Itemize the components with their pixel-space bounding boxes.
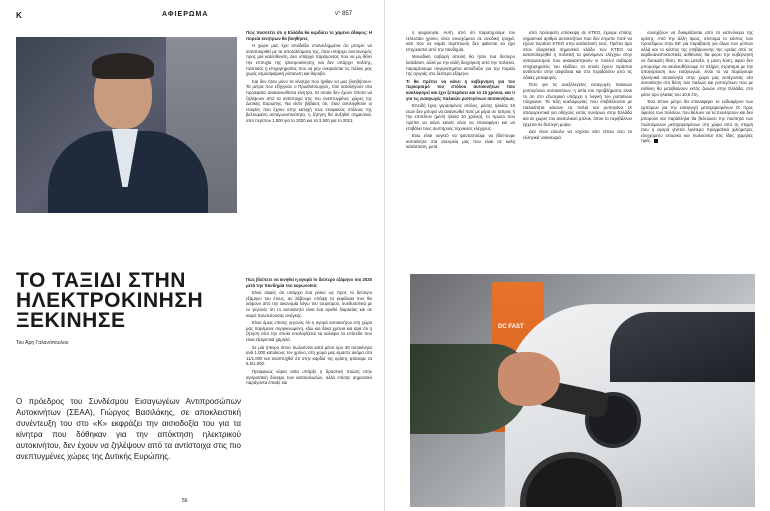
magazine-letter: K xyxy=(16,11,22,20)
paragraph: Δεν είναι εύκολο να ισχύσει κάτι τέτοιο όσο τα ελληνικά νοικοκυριά xyxy=(523,129,632,140)
page-number: 56 xyxy=(182,498,188,504)
issue-number: ν° 857 xyxy=(335,11,353,17)
hand xyxy=(498,352,560,406)
end-mark-icon xyxy=(654,139,658,143)
paragraph: από πρόσφατη επίσκεψη σε ΚΤΕΟ, έχουμε επίσης σημαντικό αριθμό αυτοκινήτων που δεν έπρεπε ποτέ να έχουν περάσει ΚΤΕΟ στην κατάστασή τους. Πρέπει άρα στον εξαιρετικά σημαντικό κλάδο των ΚΤΕΟ να καταπολεμηθεί η πολιτική τα φαινόμενα ελέγχου στην ανταγωνισμού που αναγκαστηκούν οι πολλοί σοβαροί επιχειρηματίες του κλάδου, τα οποία έχουν τεράστιο αντίκτυπο στην ασφάλεια και στο περιβάλλον από τις οδικές μεταφορές. xyxy=(523,30,632,80)
right-column-1 xyxy=(406,30,515,152)
interview-question: Πώς βλέπετε να κινηθεί η αγορά το δεύτερο εξάμηνο του 2020 μετά την πανδημία του κορωνοϊού; xyxy=(246,277,373,288)
title-line: ΞΕΚΙΝΗΣΕ xyxy=(16,309,126,332)
charging-station-label: DC FAST xyxy=(498,324,524,330)
lead-paragraph: Ο πρόεδρος του Συνδέσμου Εισαγωγέων Αντιπροσώπων Αυτοκινήτων (ΣΕΑΑ), Γιώργος Βασιλάκης, σε αποκλειστική συνέντευξη του στο «Κ» εκφράζει την αισιοδοξία του για τα κίνητρα που δόθηκαν για την απόκτηση ηλεκτρικού αυτοκινήτου, δεν έχουν να ζηλέψουν από τα αντίστοιχα στις πιο ανεπτυγμένες χώρες της Δυτικής Ευρώπης. xyxy=(16,397,241,461)
paragraph: Και δεν ήταν μόνο τα κίνητρα που ήρθαν να μας βοηθήσουν. Τα μέτρα που εξήγγειλε ο Πρωθυπουργός, τότε καταλήγουν στα πρόσφατα ανακοινωθέντα κίνητρα, τα οποία δεν έχουν τίποτα να ζηλέψουν από τα αντίστοιχα στις πιο ανεπτυγμένες χώρες της Δυτικής Ευρώπης. Να είστε βέβαιος ότι, όταν αντιληφθούν οι εταιρίες που έχουν στην κατοχή τους εταιρικούς στόλους της βελτιωμένη ανταγωνιστικότητα, η ζήτηση θα αυξηθεί σημαντικά, από περίπου 1.500 για το 2020 και τα 3.500 για το 2021. xyxy=(246,78,372,123)
paragraph: Επειδή έχεις γερασμένος στόλος, μέσης ηλικίας 16 ετών δεν μπορεί να ανανεωθεί ποτέ με μέρα σε ταπρος ή την επιπλέον (μέση ηλικία 10 χρόνια), το πρώτο που πρέπει να κάνει κανείς είναι να επαναφέρει και να επιβάλει τους αυστηρούς τεχνικούς ελέγχους. xyxy=(406,103,515,131)
paragraph: Είναι όμως επίσης γεγονός ότι η αγορά αυτοκινήτου στη χώρα μας παρέμεινε συρρικνωμένη, εδώ και δέκα χρόνια και άρα ότι η ζήτηση από την οποία υπολογίζεται να καλύψει τα επίπεδα που είναι εξαιρετικά χαμηλά. xyxy=(246,320,372,342)
title-line: ΤΟ ΤΑΞΙΔΙ ΣΤΗΝ xyxy=(16,269,186,292)
paragraph: η ψυχολογία. Αυτή, από ότι παρατηρούμε τον τελευταίο χρόνο, είναι συνεχόμενα σε ανοδική τροχιά, κάτι που σε καμία περίπτωση δεν φαίνεται να έχει επηρεαστεί από την πανδημία. xyxy=(406,30,515,52)
paragraph-text: Ένα τέτοιο μέτρο θα επαναφέρει το ενδιαφέρον των εμπόρων για την εισαγωγή μεταχειρισμένων ΙΧ προς όφελος των πολιτών, που θέλουν να τα πουλήσουν και δεν μπορούν και παράλληλα θα βελτιώσει την ποιότητα των πωλούμενων μεταχειρισμένων στη χώρα από τη στιγμή που η αγορά γίνεται λιγότερο πραγματικά χιλιόμετρα, ελεγχόμενο ιστορικό και πωλούνται στις ίδιες χαμηλές τιμές. xyxy=(641,99,753,144)
paragraph: Προφανώς κύρια αιτία υπήρξε η δραστική πτώση στην αγοραστική δύναμη των καταναλωτών, αλλά επίσης σημαντικό παράγοντα έπαιξε και xyxy=(246,368,372,386)
photo-hair xyxy=(92,53,154,79)
section-header: ΑΦΙΕΡΩΜΑ xyxy=(162,11,209,18)
car-window xyxy=(610,312,755,382)
right-page xyxy=(385,0,770,511)
portrait-photo xyxy=(16,37,237,213)
left-column-top xyxy=(246,30,372,126)
interview-question: Πώς ποσοτέτε ότι η Ελλάδα θα κερδίσει το χαμένο έδαφος; Η πορεία κινήτρων θα βοηθήσει; xyxy=(246,30,372,41)
right-column-3 xyxy=(641,30,753,146)
left-column-bottom xyxy=(246,277,372,388)
paragraph: Η χώρα μας έχει αποδείξει επανειλημμένα ότι μπορεί να ανταποκριθεί με τα αποτελέσματα της, όταν υπάρχει συντονισμός προς μία κατεύθυνση. Δεν υπάρχει παράγοντας που να μη θέλει την επιτυχία της ηλεκτροκίνησης και δεν υπάρχει πολίτης, πολιτικός ή επιχειρηματίας που να μην ονειρεύεται τις πόλεις μας χωρίς ατμοσφαιρική ρύπανση και θόρυβο. xyxy=(246,43,372,77)
byline: Του Άρη Γαλανόπουλου xyxy=(16,340,69,346)
paragraph: Είναι σαφές ότι υπάρχει ένα ρίσκο ως προς το δεύτερο εξάμηνο του έτους, αν λάβουμε υπόψη τα κεφάλαια που θα λείψουν από την οικονομία λόγω του τουρισμού, συνδυαστικά με το γεγονός ότι το αυτοκίνητο είναι ένα αγαθό διαρκείας και σε καιρό πρωτεύουσας ανάγκης. xyxy=(246,290,372,318)
interview-question: Τι θα πρέπει να κάνει η κυβέρνηση για τον περιορισμό του στόλου αυτοκινήτων που κυκλοφορεί και έχει ξεπεράσει και τα 15 χρόνια, και τι για τις εισαγωγές παλαιών ρυπογόνων αυτοκινήτων; xyxy=(406,78,515,101)
article-title xyxy=(16,271,241,331)
paragraph: συνεχίζουν να δοκιμάζονται από τα καπνόνερα της κρίσης. Από την άλλη όμως, σύντομα το κόστος των προσδιμων στην ΕΕ για παράβαση για όλων των ρύπων αλλά και το κόστος της επιβάρυνσης της υγείας από τις καρδιοαναπνευστικές ασθένειες θα φέρει την κυβέρνηση σε δύσκολη θέση. Εν τω μεταξύ, η μόνη λύση, αφού δεν μπορούμε να ακολουθήσουμε το πλήρες στρατημα με την απαγόρευση των εισαγωγών, είναι το να παράγουμε ηλεκτρικά αυτοκίνητα στην χώρα μας εισάγοντας νέα αυτοκίνητα στη θέση των παλιών και ρυπογόνων που με ευθύνη θα μεταβαίνουν εκτός ζωνών στην Ελλάδα, στο μέσο όρο ηλικίας του 10,6 έτη. xyxy=(641,30,753,97)
paragraph: Όσο για τις ανεξέλεγκτες εισαγωγές παλαιών ρυπογόνων αυτοκινήτων, η αιτία του προβλήματος είναι το ότι στο εξωτερικό υπάρχει η λογική του ρυπαίνων πληρώνει. Τα τέλη κυκλοφορίας που επιβάλλονται με παλαιότητα κάνουν τα παλιά και ρυπογόνα ΙΧ απαγορευτικά για οδηγούς εκτός συνόρων στην Ελλάδα και σε χώρες του ανατολικού μπλοκ, όπου το περιβάλλον έρχεται σε δεύτερη μοίρα. xyxy=(523,82,632,127)
paragraph: Ενώ είναι ουγκτό να φανταστούμε να βλέπουμε αυτοκίνητα στα ανευρεία μας που είναι σε καλή κατάσταση, μετά xyxy=(406,133,515,150)
paragraph: Μοναδική σοβαρή απειλή θα ήταν ένα δεύτερο lockdown, αλλά με την καλή διαχείριση από την πολιτεία, παραμένουμε συγκρατημένα αισιόδοξοι για την πορεία της αγοράς στο δεύτερο εξάμηνο. xyxy=(406,54,515,77)
title-line: ΗΛΕΚΤΡΟΚΙΝΗΣΗ xyxy=(16,289,204,312)
paragraph: Σε μία ήπειρο όπου πωλούνται κατά μέσο όρο 30 αυτοκίνητα ανά 1.000 κατοίκους τον χρόνο, στη χώρα μας είμαστε ακόμα στα 11/1.000 και αναπτυχθεί ότι στην καρδιά της κρίσης φτάσαμε τα 5,5/1.000. xyxy=(246,344,372,367)
ev-charging-photo xyxy=(410,274,755,507)
paragraph xyxy=(641,99,753,144)
right-column-2 xyxy=(523,30,632,142)
